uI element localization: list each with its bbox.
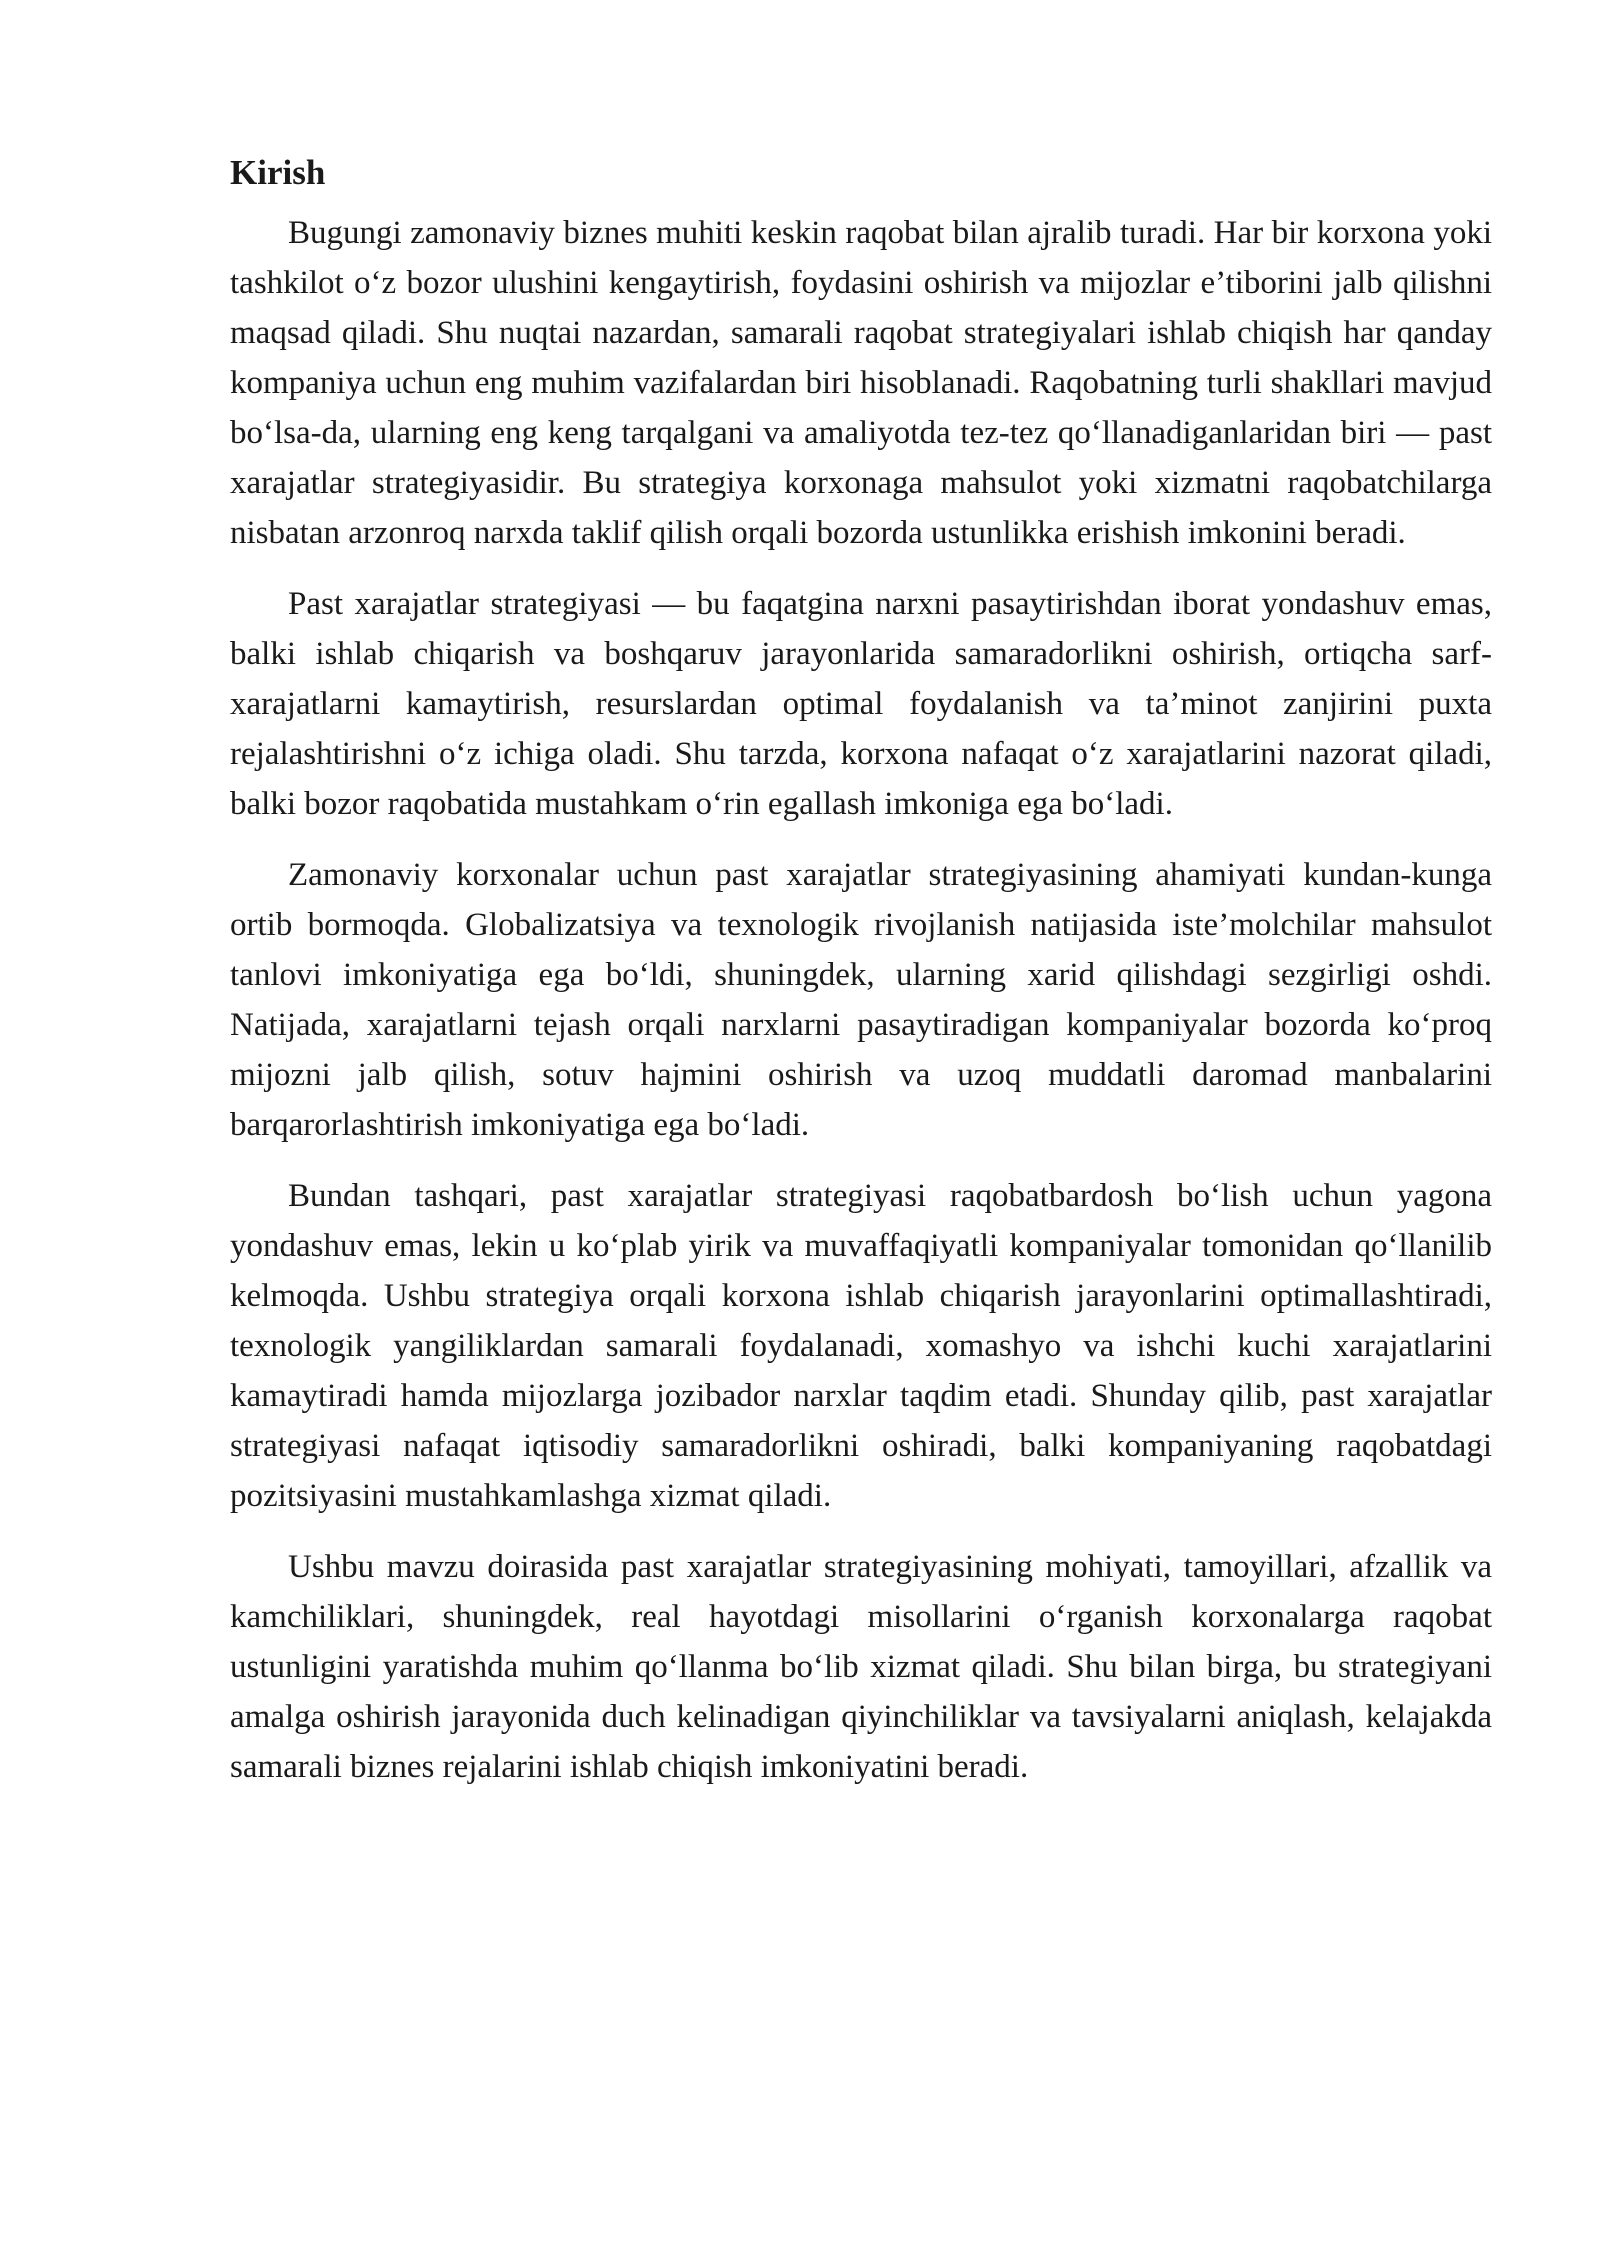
paragraph-2: Past xarajatlar strategiyasi — bu faqatgina narxni pasaytirishdan iborat yondashuv emas, balki ishlab chiqarish va boshqaruv jarayonlarida samaradorlikni oshirish, ortiqcha sarf-xarajatlarni kamaytirish, resurslardan optimal foydalanish va ta’minot zanjirini puxta rejalashtirishni o‘z ichiga oladi. Shu tarzda, korxona nafaqat o‘z xarajatlarini nazorat qiladi, balki bozor raqobatida mustahkam o‘rin egallash imkoniga ega bo‘ladi. <box>230 586 1492 822</box>
section-heading: Kirish <box>230 153 326 192</box>
paragraph-1: Bugungi zamonaviy biznes muhiti keskin raqobat bilan ajralib turadi. Har bir korxona yoki tashkilot o‘z bozor ulushini kengaytirish, foydasini oshirish va mijozlar e’tiborini jalb qilishni maqsad qiladi. Shu nuqtai nazardan, samarali raqobat strategiyalari ishlab chiqish har qanday kompaniya uchun eng muhim vazifalardan biri hisoblanadi. Raqobatning turli shakllari mavjud bo‘lsa-da, ularning eng keng tarqalgani va amaliyotda tez-tez qo‘llanadiganlaridan biri — past xarajatlar strategiyasidir. Bu strategiya korxonaga mahsulot yoki xizmatni raqobatchilarga nisbatan arzonroq narxda taklif qilish orqali bozorda ustunlikka erishish imkonini beradi. <box>230 215 1492 551</box>
paragraph-5: Ushbu mavzu doirasida past xarajatlar strategiyasining mohiyati, tamoyillari, afzallik va kamchiliklari, shuningdek, real hayotdagi misollarini o‘rganish korxonalarga raqobat ustunligini yaratishda muhim qo‘llanma bo‘lib xizmat qiladi. Shu bilan birga, bu strategiyani amalga oshirish jarayonida duch kelinadigan qiyinchiliklar va tavsiyalarni aniqlash, kelajakda samarali biznes rejalarini ishlab chiqish imkoniyatini beradi. <box>230 1549 1492 1785</box>
paragraph-4: Bundan tashqari, past xarajatlar strategiyasi raqobatbardosh bo‘lish uchun yagona yondashuv emas, lekin u ko‘plab yirik va muvaffaqiyatli kompaniyalar tomonidan qo‘llanilib kelmoqda. Ushbu strategiya orqali korxona ishlab chiqarish jarayonlarini optimallashtiradi, texnologik yangiliklardan samarali foydalanadi, xomashyo va ishchi kuchi xarajatlarini kamaytiradi hamda mijozlarga jozibador narxlar taqdim etadi. Shunday qilib, past xarajatlar strategiyasi nafaqat iqtisodiy samaradorlikni oshiradi, balki kompaniyaning raqobatdagi pozitsiyasini mustahkamlashga xizmat qiladi. <box>230 1178 1492 1514</box>
paragraph-3: Zamonaviy korxonalar uchun past xarajatlar strategiyasining ahamiyati kundan-kunga ortib bormoqda. Globalizatsiya va texnologik rivojlanish natijasida iste’molchilar mahsulot tanlovi imkoniyatiga ega bo‘ldi, shuningdek, ularning xarid qilishdagi sezgirligi oshdi. Natijada, xarajatlarni tejash orqali narxlarni pasaytiradigan kompaniyalar bozorda ko‘proq mijozni jalb qilish, sotuv hajmini oshirish va uzoq muddatli daromad manbalarini barqarorlashtirish imkoniyatiga ega bo‘ladi. <box>230 857 1492 1143</box>
document-page <box>230 148 1492 1813</box>
